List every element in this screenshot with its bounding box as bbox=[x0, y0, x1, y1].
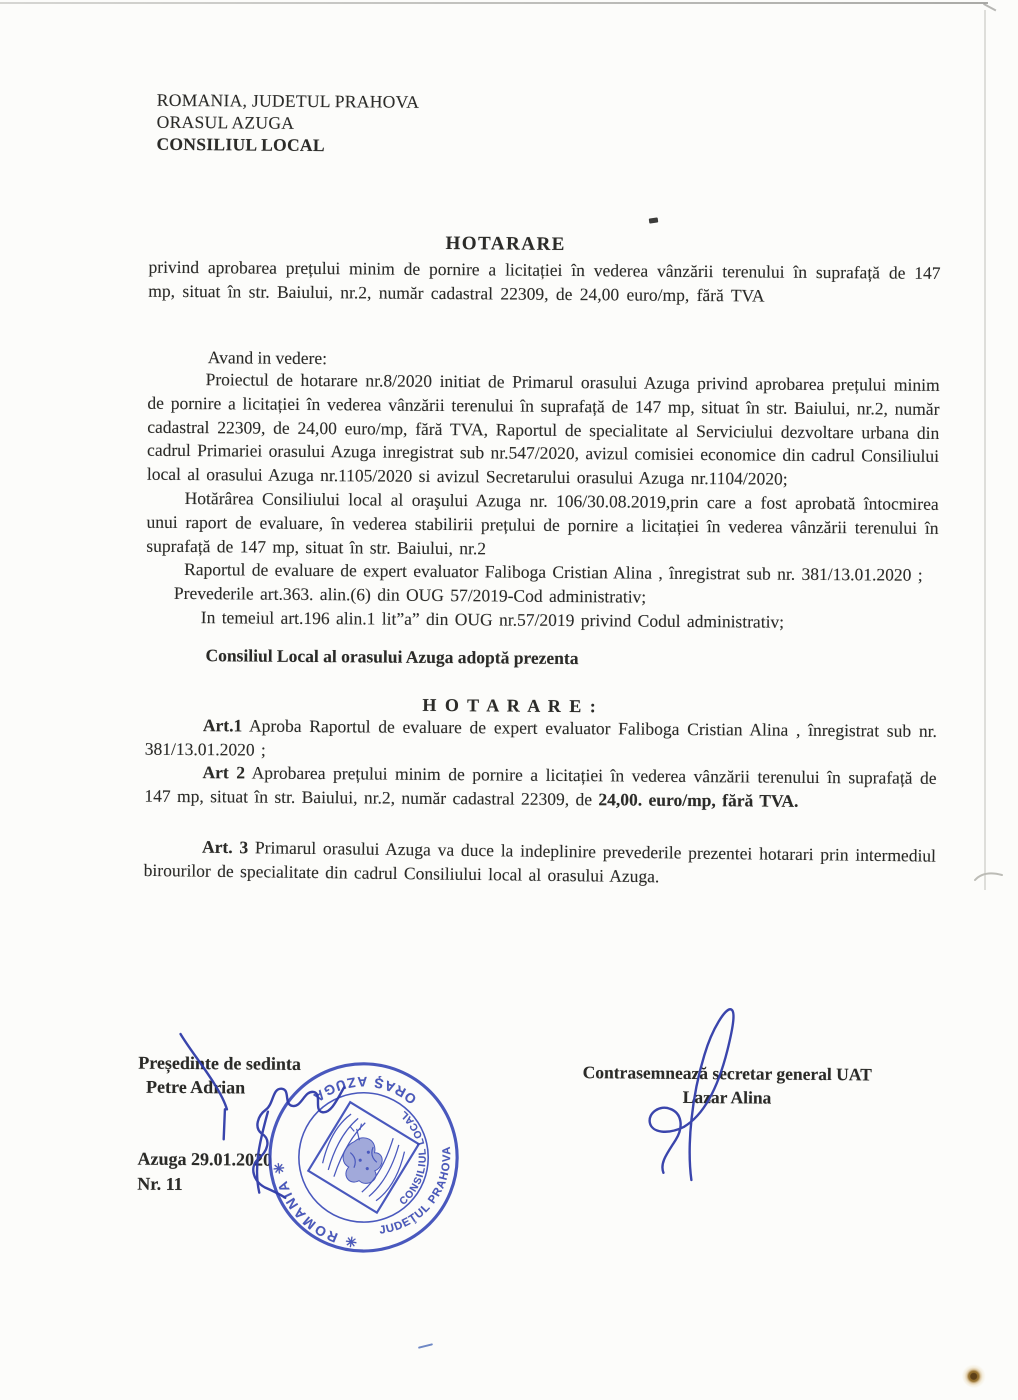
decision-place-date: Azuga 29.01.2020 bbox=[137, 1148, 273, 1170]
stamp-council-text: CONSILIUL LOCAL bbox=[397, 1107, 429, 1208]
preamble-paragraph-3: Raportul de evaluare de expert evaluator Faliboga Cristian Alina , înregistrat sub nr. 381/13.01.2020 ; bbox=[184, 559, 923, 586]
paper-stain bbox=[962, 1362, 988, 1388]
secretary-signature-stroke bbox=[649, 1009, 733, 1181]
preamble-paragraph-5: In temeiul art.196 alin.1 lit”a” din OUG nr.57/2019 privind Codul administrativ; bbox=[200, 607, 785, 632]
preamble-intro: Avand in vedere: bbox=[207, 347, 328, 369]
article-3 bbox=[144, 835, 937, 892]
article-1-label: Art.1 bbox=[202, 714, 243, 736]
article-2-price: 24,00. euro/mp, fără TVA. bbox=[598, 789, 799, 811]
article-1 bbox=[145, 713, 937, 767]
stamp-country-text: ✳ ROMANIA ✳ bbox=[271, 1159, 359, 1250]
decision-heading: H O T A R A R E : bbox=[422, 694, 598, 717]
president-signature-flourish bbox=[253, 1087, 344, 1199]
article-3-text: Primarul orasului Azuga va duce la indeplinire prevederile prezentei hotarari prin intermediul birourilor de specialitate din cadrul Consiliului local al orasului Azuga. bbox=[143, 837, 937, 887]
stamp-city-text: ORAŞ AZUGA bbox=[308, 1073, 420, 1107]
preamble-paragraph-2: Hotărârea Consiliului local al oraşului Azuga nr. 106/30.08.2019,prin care a fost aprobată întocmirea unui raport de evaluare, în vederea stabilirii prețului de pornire a licitației în vederea vânzării terenului în suprafață de 147 mp, situat în str. Baiului, nr.2 bbox=[146, 487, 939, 558]
article-2-text: Aprobarea prețului minim de pornire a licitației în vederea vânzării terenului în suprafață de 147 mp, situat în str. Baiului, nr.2, număr cadastral 22309, de bbox=[144, 762, 937, 810]
header-city: ORASUL AZUGA bbox=[156, 111, 295, 133]
article-1-text: Aproba Raportul de evaluare de expert evaluator Faliboga Cristian Alina , înregistrat sub nr. 381/13.01.2020 ; bbox=[144, 715, 937, 760]
document-body bbox=[144, 231, 941, 891]
president-name: Petre Adrian bbox=[146, 1076, 246, 1098]
stray-pen-tick bbox=[418, 1343, 433, 1349]
president-signature-stroke bbox=[180, 1034, 228, 1139]
president-role: Președinte de sedinta bbox=[138, 1052, 302, 1074]
handwritten-signatures bbox=[131, 996, 773, 1226]
document-subtitle: privind aprobarea prețului minim de pornire a licitației în vederea vânzării terenului în suprafață de 147 mp, situat în str. Baiului, nr.2, număr cadastral 22309, de 24,00 euro/mp, fără TVA bbox=[148, 256, 941, 306]
preamble-paragraph-4: Prevederile art.363. alin.(6) din OUG 57/2019-Cod administrativ; bbox=[173, 583, 647, 607]
preamble-paragraph-1: Proiectul de hotarare nr.8/2020 initiat de Primarul orasului Azuga privind aprobarea prețului minim de pornire a licitației în vederea vânzării terenului în suprafață de 147 mp, situat în str. Baiului, nr.2, număr cadastral 22309, de 24,00 euro/mp, fără TVA, Raportul de specialitate al Serviciului dezvoltare urbana din cadrul Primariei orasului Azuga inregistrat sub nr.547/2020, avizul comisiei economice din cadrul Consiliului local al orasului Azuga nr.1105/2020 si avizul Secretarului orasului Azuga nr.1104/2020; bbox=[146, 369, 940, 489]
document-title: HOTARARE bbox=[445, 233, 566, 255]
header-council: CONSILIUL LOCAL bbox=[156, 133, 325, 156]
document-header bbox=[156, 89, 1017, 162]
article-3-label: Art. 3 bbox=[201, 836, 249, 858]
article-3-wrapper bbox=[144, 835, 937, 892]
stamp-county-text: JUDEŢUL PRAHOVA bbox=[378, 1145, 454, 1237]
article-2-label: Art 2 bbox=[202, 762, 246, 783]
adoption-clause: Consiliul Local al orasului Azuga adoptă prezenta bbox=[205, 644, 579, 668]
header-country-county: ROMANIA, JUDETUL PRAHOVA bbox=[156, 89, 420, 112]
secretary-name: Lazar Alina bbox=[682, 1086, 772, 1108]
decision-number: Nr. 11 bbox=[137, 1173, 183, 1194]
secretary-role: Contrasemnează secretar general UAT bbox=[582, 1062, 872, 1085]
article-2 bbox=[144, 761, 936, 815]
